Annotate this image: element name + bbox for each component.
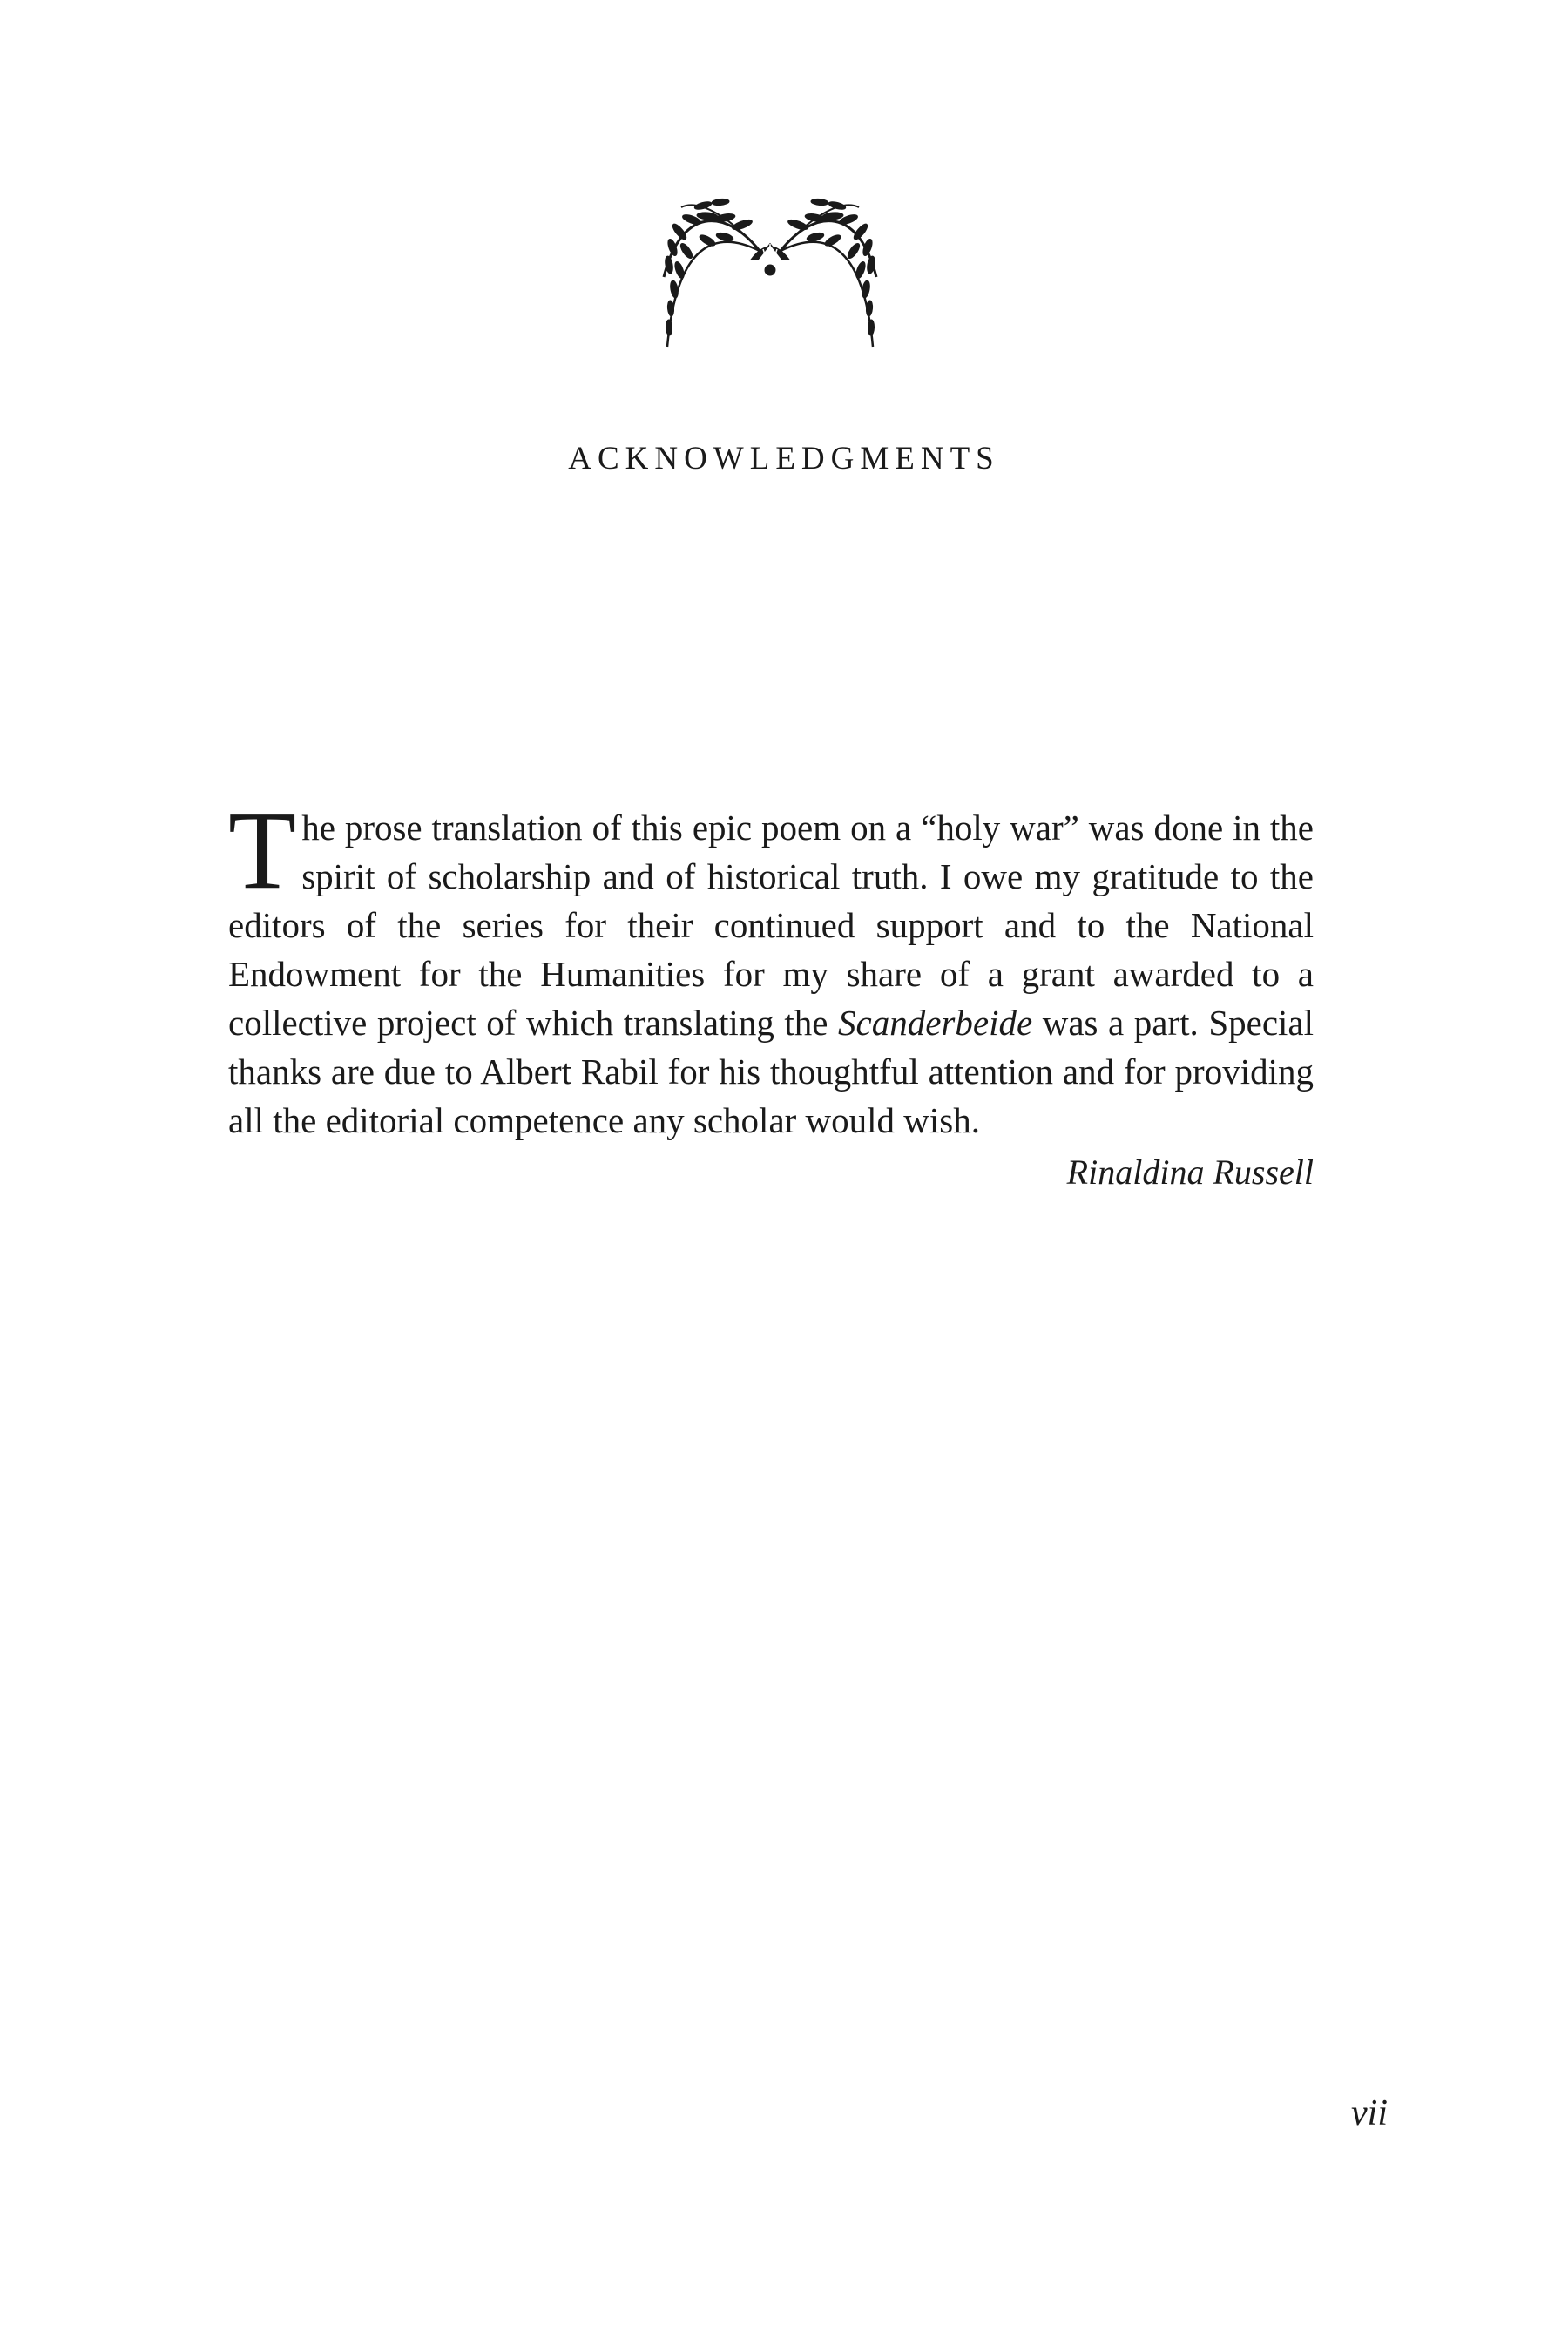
wheat-sheaf-ornament-icon [655,190,885,352]
acknowledgment-paragraph [228,788,1314,1145]
drop-cap: T [228,788,297,912]
page-title: ACKNOWLEDGMENTS [568,441,1000,476]
author-signature: Rinaldina Russell [1066,1152,1314,1192]
paragraph-text-1: he prose translation of this epic poem on a “holy war” was done in the spirit of scholarship and of historical truth. I owe my gratitude to the editors of the series for their continued support and to the National Endowment for the Humanities for my share of a grant awarded to a collective project of which translating the [228,808,1314,1043]
paragraph-text-2: was a part. Special thanks are due to Albert Rabil for his thoughtful attention and for providing all the editorial competence any scholar would wish. [228,1003,1314,1140]
page-number: vii [1351,2093,1388,2133]
book-title-italic: Scanderbeide [838,1003,1033,1043]
